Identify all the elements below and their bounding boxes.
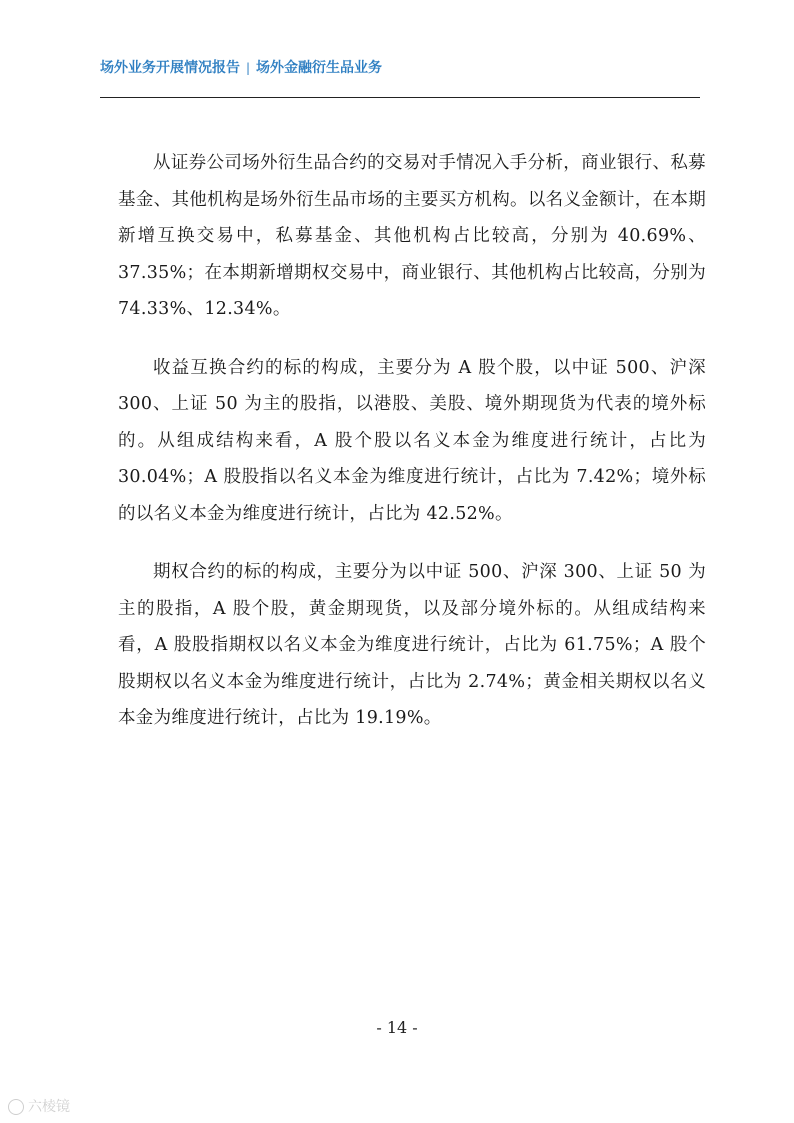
paragraph-counterparty: 从证券公司场外衍生品合约的交易对手情况入手分析，商业银行、私募基金、其他机构是场外衍生品市场的主要买方机构。以名义金额计，在本期新增互换交易中，私募基金、其他机构占比较高，分别为 40.69%、37.35%；在本期新增期权交易中，商业银行、其他机构占比较高，分别为 74.33%、12.34%。: [118, 153, 706, 319]
page-number: - 14 -: [376, 1018, 418, 1037]
header-section-title: 场外金融衍生品业务: [256, 60, 383, 76]
watermark-text: 六棱镜: [28, 1099, 70, 1115]
document-body: [118, 145, 706, 759]
header-separator: |: [246, 61, 251, 75]
watermark: [8, 1096, 70, 1116]
page-header: [100, 58, 700, 98]
watermark-logo-icon: [8, 1099, 24, 1115]
header-title: [100, 58, 700, 78]
paragraph-option-underlying: 期权合约的标的构成，主要分为以中证 500、沪深 300、上证 50 为主的股指，A 股个股，黄金期现货，以及部分境外标的。从组成结构来看，A 股股指期权以名义本金为维度进行统计，占比为 61.75%；A 股个股期权以名义本金为维度进行统计，占比为 2.74%；黄金相关期权以名义本金为维度进行统计，占比为 19.19%。: [118, 562, 706, 728]
paragraph-swap-underlying: 收益互换合约的标的构成，主要分为 A 股个股，以中证 500、沪深 300、上证 50 为主的股指，以港股、美股、境外期现货为代表的境外标的。从组成结构来看，A 股个股以名义本金为维度进行统计，占比为 30.04%；A 股股指以名义本金为维度进行统计，占比为 7.42%；境外标的以名义本金为维度进行统计，占比为 42.52%。: [118, 357, 706, 524]
header-report-title: 场外业务开展情况报告: [100, 60, 240, 76]
